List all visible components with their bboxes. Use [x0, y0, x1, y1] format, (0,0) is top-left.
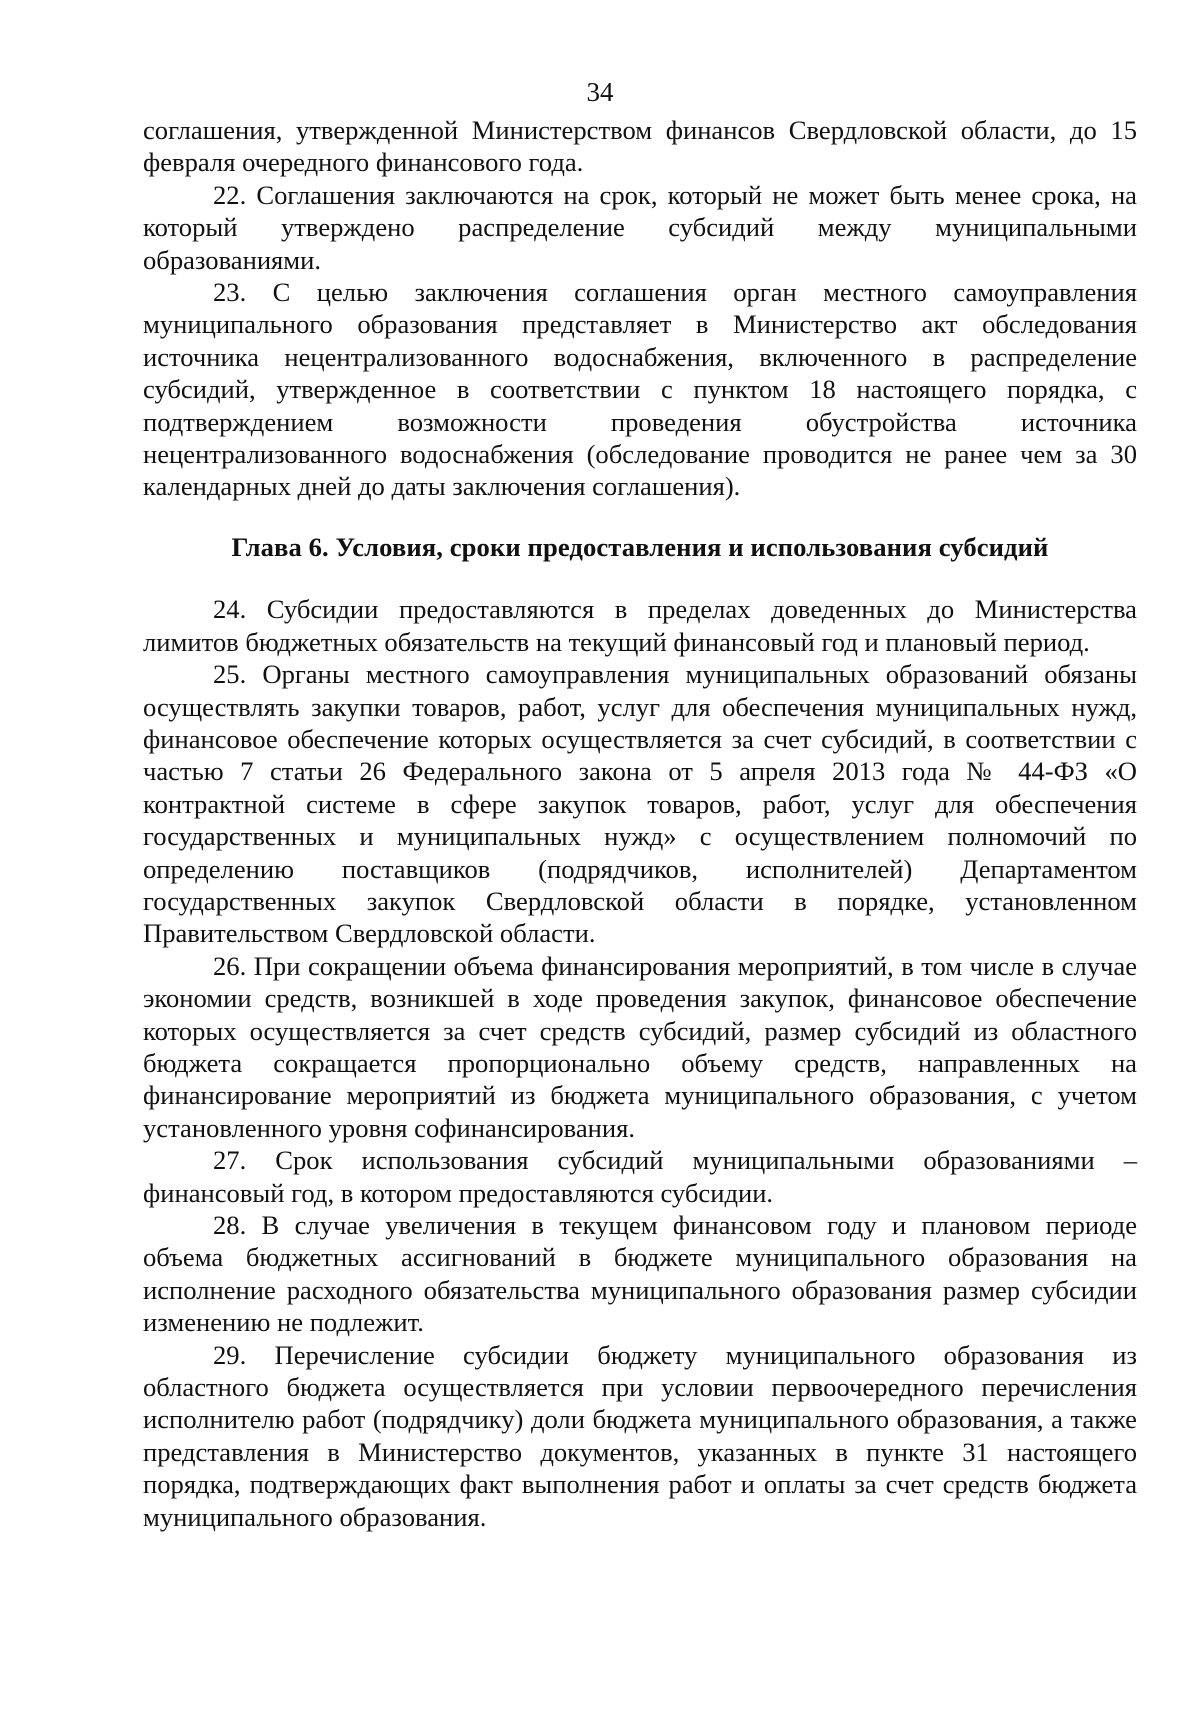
paragraph-23: 23. С целью заключения соглашения орган местного самоуправления муниципального образования представляет в Министерство акт обследования источника нецентрализованного водоснабжения, включенного в распределение субсидий, утвержденное в соответствии с пунктом 18 настоящего порядка, с подтверждением возможности проведения обустройства источника нецентрализованного водоснабжения (обследование проводится не ранее чем за 30 календарных дней до даты заключения соглашения).: [143, 277, 1137, 502]
paragraph-29: 29. Перечисление субсидии бюджету муниципального образования из областного бюджета осуществляется при условии первоочередного перечисления исполнителю работ (подрядчику) доли бюджета муниципального образования, а также представления в Министерство документов, указанных в пункте 31 настоящего порядка, подтверждающих факт выполнения работ и оплаты за счет средств бюджета муниципального образования.: [143, 1339, 1137, 1532]
page-number: 34: [586, 77, 614, 107]
paragraph-24: 24. Субсидии предоставляются в пределах доведенных до Министерства лимитов бюджетных обязательств на текущий финансовый год и плановый период.: [143, 594, 1137, 657]
paragraph-continuation: соглашения, утвержденной Министерством финансов Свердловской области, до 15 февраля очередного финансового года.: [143, 115, 1137, 178]
chapter-heading: Глава 6. Условия, сроки предоставления и использования субсидий: [231, 531, 1049, 562]
paragraph-28: 28. В случае увеличения в текущем финансовом году и плановом периоде объема бюджетных ассигнований в бюджете муниципального образования на исполнение расходного обязательства муниципального образования размер субсидии изменению не подлежит.: [143, 1210, 1137, 1338]
paragraph-22: 22. Соглашения заключаются на срок, который не может быть менее срока, на который утверждено распределение субсидий между муниципальными образованиями.: [143, 179, 1137, 275]
document-body: [143, 114, 1137, 1533]
paragraph-26: 26. При сокращении объема финансирования мероприятий, в том числе в случае экономии средств, возникшей в ходе проведения закупок, финансовое обеспечение которых осуществляется за счет средств субсидий, размер субсидий из областного бюджета сокращается пропорционально объему средств, направленных на финансирование мероприятий из бюджета муниципального образования, с учетом установленного уровня софинансирования.: [143, 950, 1137, 1143]
paragraph-25: 25. Органы местного самоуправления муниципальных образований обязаны осуществлять закупки товаров, работ, услуг для обеспечения муниципальных нужд, финансовое обеспечение которых осуществляется за счет субсидий, в соответствии с частью 7 статьи 26 Федерального закона от 5 апреля 2013 года № 44-ФЗ «О контрактной системе в сфере закупок товаров, работ, услуг для обеспечения государственных и муниципальных нужд» с осуществлением полномочий по определению поставщиков (подрядчиков, исполнителей) Департаментом государственных закупок Свердловской области в порядке, установленном Правительством Свердловской области.: [143, 659, 1137, 949]
paragraph-27: 27. Срок использования субсидий муниципальными образованиями – финансовый год, в котором предоставляются субсидии.: [143, 1145, 1137, 1208]
